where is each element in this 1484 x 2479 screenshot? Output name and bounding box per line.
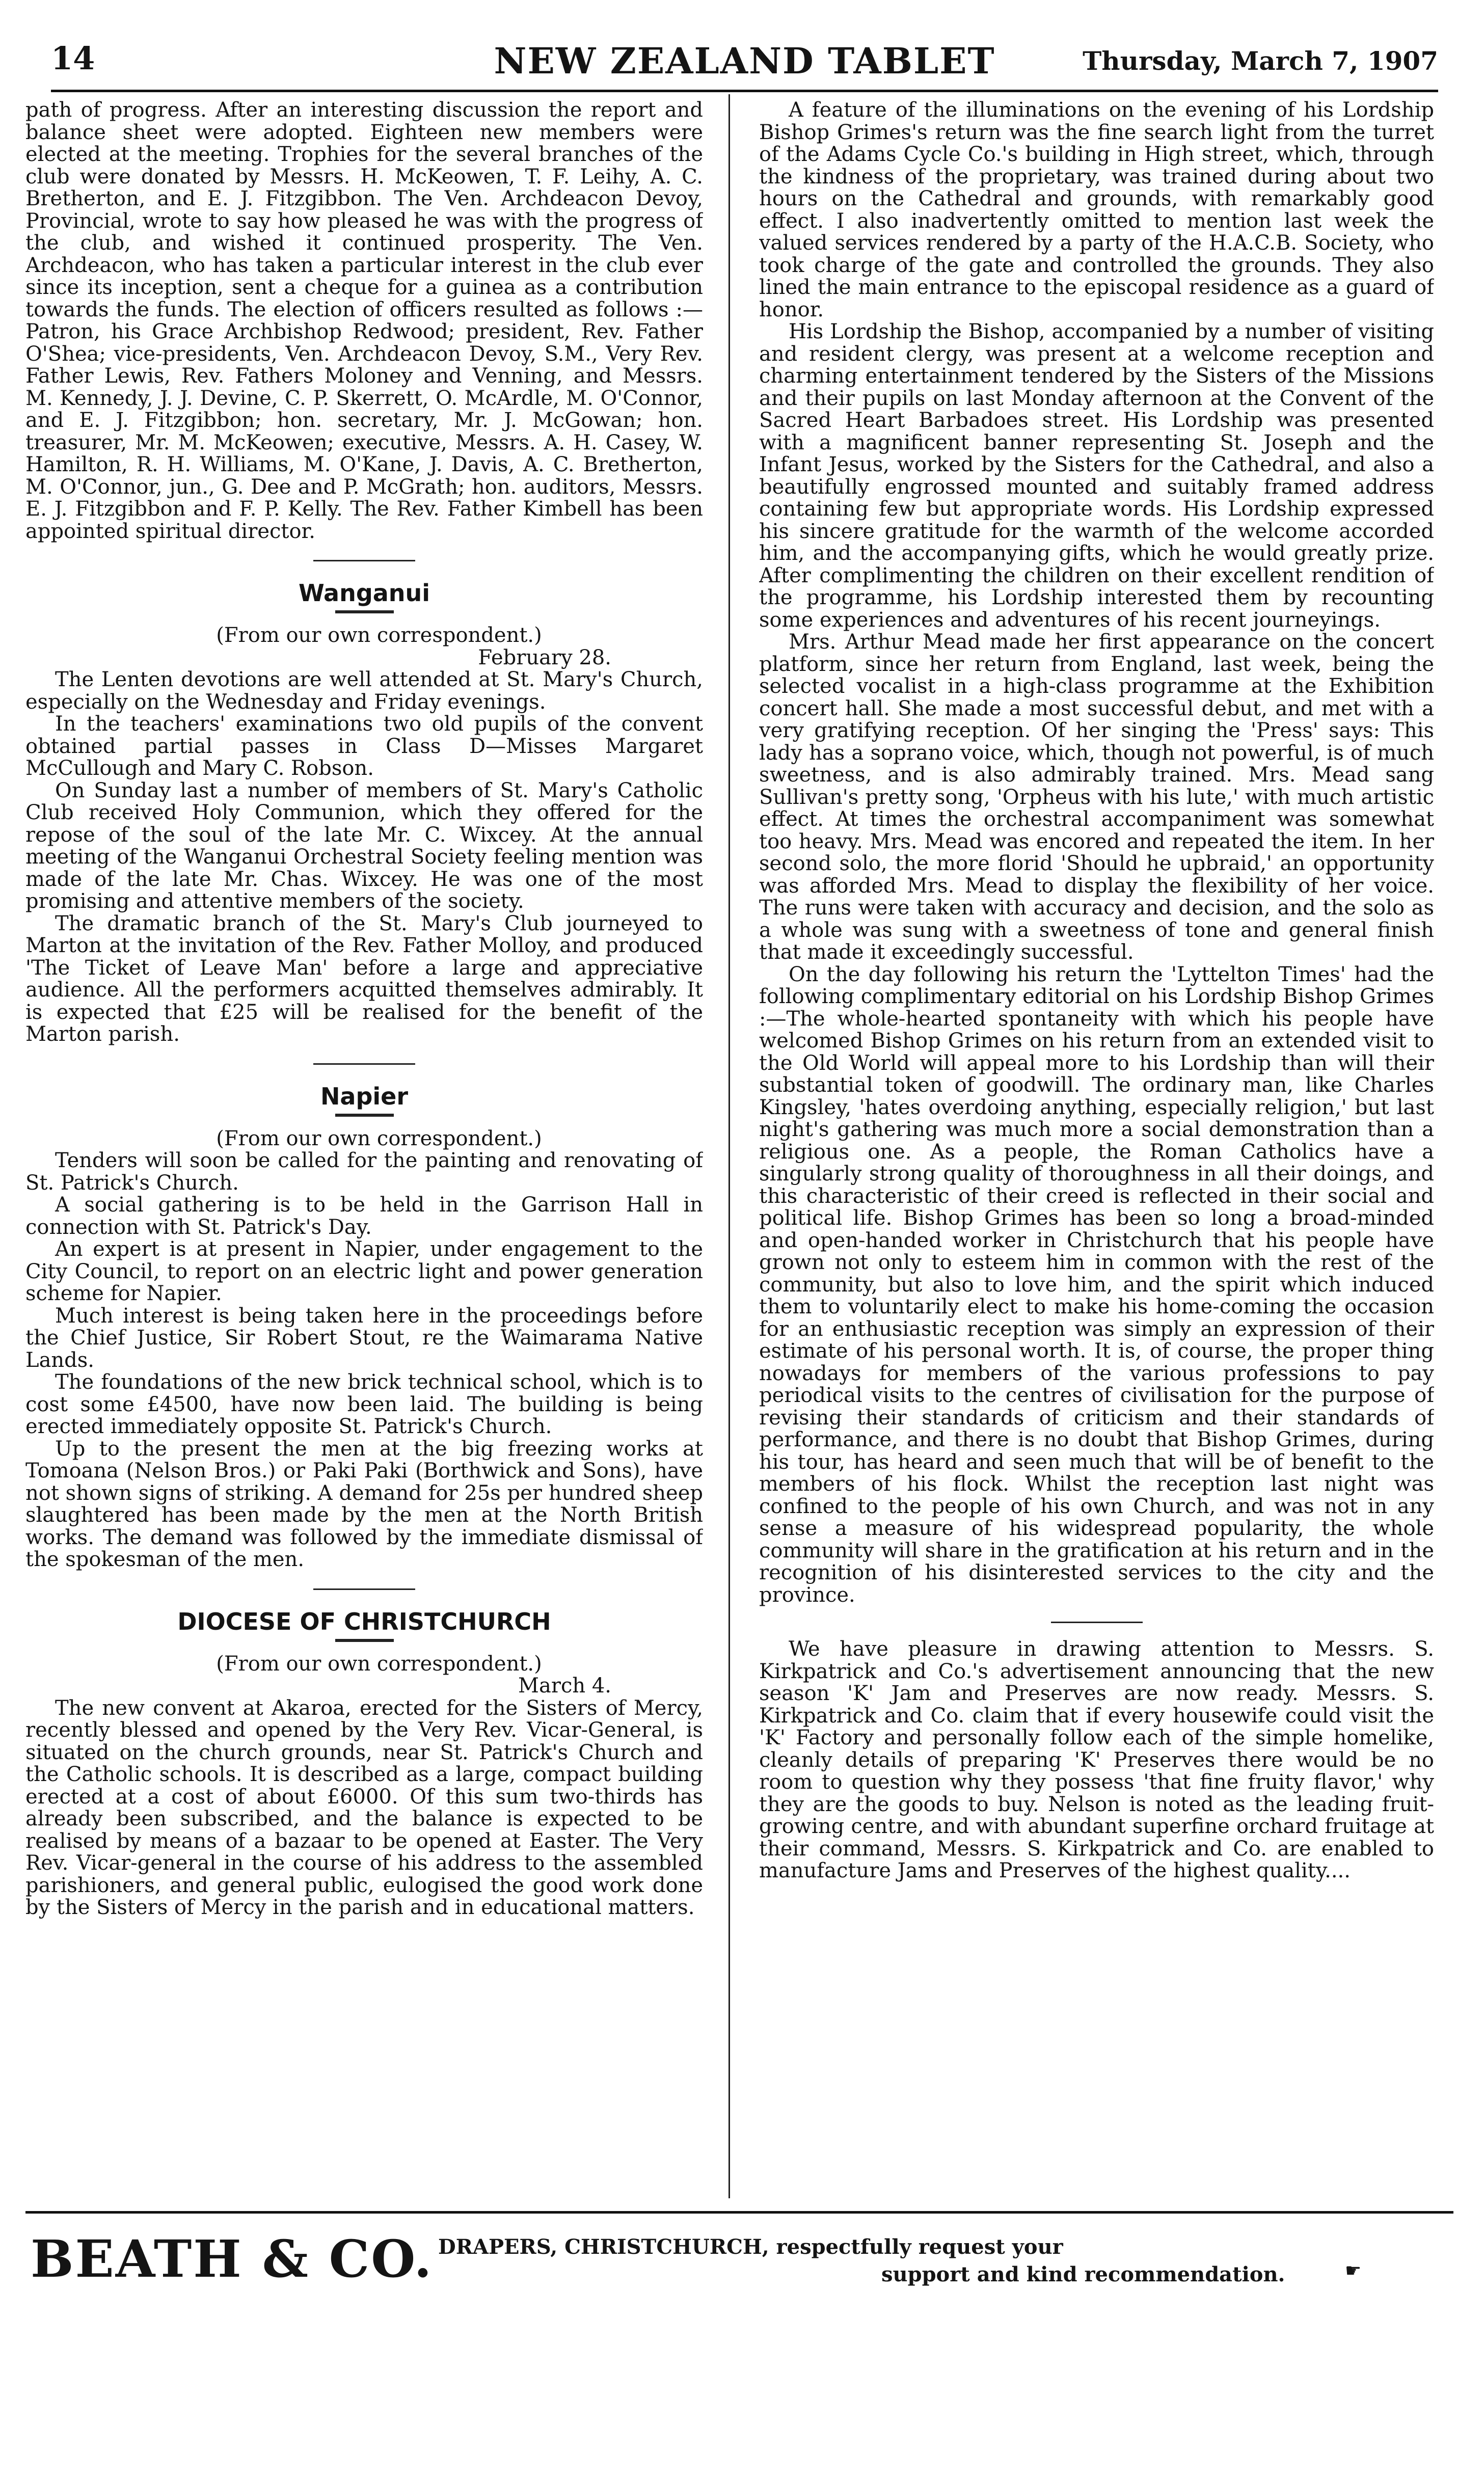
heading-rule [335,1114,394,1117]
wanganui-dateline: February 28. [478,645,611,669]
footer-rule [25,2211,1453,2214]
section-separator [1051,1622,1143,1623]
editorial-paragraph: On the day following his return the 'Lyttelton Times' had the following complimentary editorial on his Lordship Bishop Grimes :—The whole-hearted spontaneity with which his people have welcomed Bishop Grimes on his return from an extended visit to the Old World will appeal more to his Lordship than will their substantial token of goodwill. The ordinary man, like Charles Kingsley, 'hates overdoing anything, especially religion,' but last night's gathering was much more a social demonstration than a religious one. As a people, the Roman Catholics have a singularly strong quality of thoroughness in all their doings, and this characteristic of their creed is reflected in their social and political life. Bishop Grimes has been so long a broad-minded and open-handed worker in Christchurch that his people have grown not only to esteem him in common with the rest of the community, but also to love him, and the spirit which induced them to voluntarily elect to make his home-coming the occasion for an enthusiastic reception was simply an expression of their estimate of his personal worth. It is, of course, the proper thing nowadays for members of the various professions to pay periodical visits to the centres of civilisation for the purpose of revising their standards of criticism and their standards of performance, and there is no doubt that Bishop Grimes, during his tour, has heard and seen much that will be of benefit to the members of his flock. Whilst the reception last night was confined to the people of his own Church, and was not in any sense a measure of his widespread popularity, the whole community will share in the gratification at his return and in the recognition of his disinterested services to the city and the province. [759,962,1434,1607]
napier-byline: (From our own correspondent.) [216,1126,542,1150]
wanganui-byline: (From our own correspondent.) [216,624,542,647]
christchurch-byline: (From our own correspondent.) [216,1652,542,1676]
issue-date: Thursday, March 7, 1907 [1083,46,1438,76]
right-column [759,99,1434,2198]
napier-paragraph: The foundations of the new brick technical school, which is to cost some £4500, have now been laid. The building is being erected immediately opposite St. Patrick's Church. [25,1370,703,1438]
napier-paragraph: Tenders will soon be called for the painting and renovating of St. Patrick's Church. [25,1149,703,1195]
reception-paragraph: His Lordship the Bishop, accompanied by a number of visiting and resident clergy, was present at a welcome reception and charming entertainment tendered by the Sisters of the Missions and their pupils on last Monday afternoon at the Convent of the Sacred Heart Barbadoes street. His Lordship was presented with a magnificent banner representing St. Joseph and the Infant Jesus, worked by the Sisters for the Cathedral, and also a beautifully engrossed mounted and suitably framed address containing few but appropriate words. His Lordship expressed his sincere gratitude for the warmth of the welcome accorded him, and the accompanying gifts, which he would greatly prize. After complimenting the children on their excellent rendition of the programme, his Lordship interested them by recounting some experiences and adventures of his recent journeyings. [759,320,1434,632]
page-header [51,40,1438,89]
page-number: 14 [51,40,95,77]
wanganui-paragraph: The dramatic branch of the St. Mary's Club journeyed to Marton at the invitation of the Rev. Father Molloy, and produced 'The Ticket of Leave Man' before a large and appreciative audience. All the performers acquitted themselves admirably. It is expected that £25 will be realised for the benefit of the Marton parish. [25,911,703,1046]
advertisement-line-1: DRAPERS, CHRISTCHURCH, respectfully request your [438,2235,1063,2259]
wanganui-paragraph: The Lenten devotions are well attended at St. Mary's Church, especially on the Wednesday and Friday evenings. [25,668,703,714]
heading-rule [335,610,394,613]
napier-heading: Napier [320,1082,409,1110]
section-separator [313,1588,415,1590]
wanganui-paragraph: In the teachers' examinations two old pupils of the convent obtained partial passes in Class D—Misses Margaret McCullough and Mary C. Robson. [25,712,703,780]
illuminations-paragraph: A feature of the illuminations on the evening of his Lordship Bishop Grimes's return was the fine search light from the turret of the Adams Cycle Co.'s building in High street, which, through the kindness of the proprietary, was trained during about two hours on the Cathedral and grounds, with remarkably good effect. I also inadvertently omitted to mention last week the valued services rendered by a party of the H.A.C.B. Society, who took charge of the gate and controlled the grounds. They also lined the main entrance to the episcopal residence as a guard of honor. [759,99,1434,321]
advertisement-line-2: support and kind recommendation. [881,2262,1285,2286]
wanganui-paragraph: On Sunday last a number of members of St. Mary's Catholic Club received Holy Communion, which they offered for the repose of the soul of the late Mr. C. Wixcey. At the annual meeting of the Wanganui Orchestral Society feeling mention was made of the late Mr. Chas. Wixcey. He was one of the most promising and attentive members of the society. [25,778,703,913]
kirkpatrick-notice: We have pleasure in drawing attention to Messrs. S. Kirkpatrick and Co.'s advertisement announcing that the new season 'K' Jam and Preserves are now ready. Messrs. S. Kirkpatrick and Co. claim that if every housewife could visit the 'K' Factory and personally follow each of the simple homelike, cleanly details of preparing 'K' Preserves there would be no room to question why they possess 'that fine fruity flavor,' why they are the goods to buy. Nelson is noted as the leading fruit-growing centre, and with abundant superfine orchard fruitage at their command, Messrs. S. Kirkpatrick and Co. are enabled to manufacture Jams and Preserves of the highest quality.... [759,1637,1434,1882]
masthead-title: NEW ZEALAND TABLET [494,40,995,82]
column-divider [728,94,730,2198]
wanganui-heading: Wanganui [298,579,430,607]
napier-paragraph: Much interest is being taken here in the proceedings before the Chief Justice, Sir Robert Stout, re the Waimarama Native Lands. [25,1304,703,1372]
napier-paragraph: A social gathering is to be held in the Garrison Hall in connection with St. Patrick's Day. [25,1193,703,1239]
heading-rule [335,1639,394,1642]
club-report-paragraph: path of progress. After an interesting discussion the report and balance sheet were adopted. Eighteen new members were elected at the meeting. Trophies for the several branches of the club were donated by Messrs. H. McKeowen, T. F. Leihy, A. C. Bretherton, and E. J. Fitzgibbon. The Ven. Archdeacon Devoy, Provincial, wrote to say how pleased he was with the progress of the club, and wished it continued prosperity. The Ven. Archdeacon, who has taken a particular interest in the club ever since its inception, sent a cheque for a guinea as a contribution towards the funds. The election of officers resulted as follows :—Patron, his Grace Archbishop Redwood; president, Rev. Father O'Shea; vice-presidents, Ven. Archdeacon Devoy, S.M., Very Rev. Father Lewis, Rev. Fathers Moloney and Venning, and Messrs. M. Kennedy, J. J. Devine, C. P. Skerrett, O. McArdle, M. O'Connor, and E. J. Fitzgibbon; hon. secretary, Mr. J. McGowan; hon. treasurer, Mr. M. McKeowen; executive, Messrs. A. H. Casey, W. Hamilton, R. H. Williams, M. O'Kane, J. Davis, A. C. Bretherton, M. O'Connor, jun., G. Dee and P. McGrath; hon. auditors, Messrs. E. J. Fitzgibbon and F. P. Kelly. The Rev. Father Kimbell has been appointed spiritual director. [25,99,703,543]
pointing-hand-icon: ☛ [1345,2260,1362,2281]
napier-paragraph: Up to the present the men at the big freezing works at Tomoana (Nelson Bros.) or Paki Paki (Borthwick and Sons), have not shown signs of striking. A demand for 25s per hundred sheep slaughtered has been made by the men at the North British works. The demand was followed by the immediate dismissal of the spokesman of the men. [25,1437,703,1571]
section-separator [313,560,415,561]
left-column [25,99,703,2198]
advertiser-brand: BEATH & CO. [31,2229,434,2289]
advertisement-footer [31,2229,1457,2331]
header-rule [51,90,1438,92]
concert-paragraph: Mrs. Arthur Mead made her first appearance on the concert platform, since her return from England, last week, being the selected vocalist in a high-class programme at the Exhibition concert hall. She made a most successful debut, and met with a very gratifying reception. Of her singing the 'Press' says: This lady has a soprano voice, which, though not powerful, is of much sweetness, and is also admirably trained. Mrs. Mead sang Sullivan's pretty song, 'Orpheus with his lute,' with much artistic effect. At times the orchestral accompaniment was somewhat too heavy. Mrs. Mead was encored and repeated the item. In her second solo, the more florid 'Should he upbraid,' an opportunity was afforded Mrs. Mead to display the flexibility of her voice. The runs were taken with accuracy and decision, and the solo as a whole was sung with a sweetness of tone and general finish that made it exceedingly successful. [759,630,1434,964]
napier-paragraph: An expert is at present in Napier, under engagement to the City Council, to report on an electric light and power generation scheme for Napier. [25,1237,703,1305]
christchurch-heading: DIOCESE OF CHRISTCHURCH [177,1607,551,1635]
christchurch-paragraph: The new convent at Akaroa, erected for the Sisters of Mercy, recently blessed and opened by the Very Rev. Vicar-General, is situated on the church grounds, near St. Patrick's Church and the Catholic schools. It is described as a large, compact building erected at a cost of about £6000. Of this sum two-thirds has already been subscribed, and the balance is expected to be realised by means of a bazaar to be opened at Easter. The Very Rev. Vicar-general in the course of his address to the assembled parishioners, and general public, eulogised the good work done by the Sisters of Mercy in the parish and in educational matters. [25,1696,703,1919]
section-separator [313,1063,415,1065]
christchurch-dateline: March 4. [518,1674,611,1697]
